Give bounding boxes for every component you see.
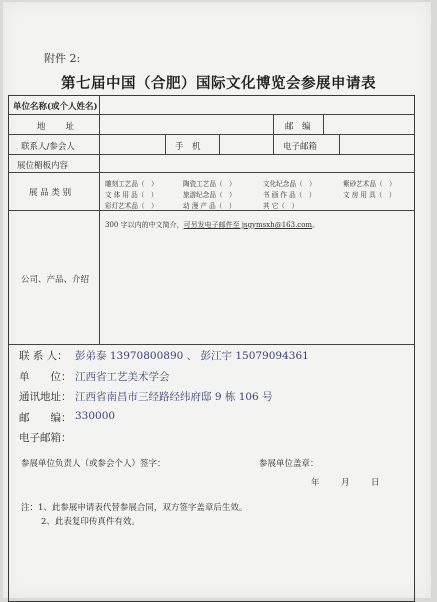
- row-divider: [9, 114, 414, 115]
- intro-hint-end: 。: [312, 221, 320, 229]
- booth-board-label: 展位楣板内容: [17, 161, 69, 171]
- form-title: 第七届中国（合肥）国际文化博览会参展申请表: [61, 75, 376, 92]
- cell-divider: [219, 134, 220, 154]
- category-option[interactable]: 动 漫 产 品（ ）: [183, 202, 236, 210]
- note-1: 注：1、此参展申请表代替参展合同，双方签字盖章后生效。: [21, 503, 248, 513]
- cell-divider: [323, 114, 324, 134]
- category-option[interactable]: 文化纪念品（ ）: [263, 180, 316, 188]
- signer-label: 参展单位负责人（或参会个人）签字：: [21, 459, 166, 469]
- postcode-label: 邮 编: [285, 122, 311, 132]
- postcode-block-label: 邮 编：: [19, 412, 72, 424]
- attachment-label: 附件 2:: [44, 52, 81, 65]
- category-option[interactable]: 紫砂艺术品（ ）: [343, 180, 396, 188]
- note-2: 2、此表复印传真件有效。: [41, 517, 140, 527]
- intro-label: 公司、产品、介绍: [21, 275, 90, 285]
- category-option[interactable]: 旅游纪念品（ ）: [183, 191, 236, 199]
- unit-name-label: 单位名称(或个人姓名): [13, 102, 98, 112]
- category-option[interactable]: 其 它（ ）: [263, 202, 299, 210]
- label-column-divider: [99, 96, 100, 344]
- row-divider: [9, 172, 414, 173]
- mail-address-value: 江西省南昌市三经路经纬府邸 9 栋 106 号: [75, 391, 273, 403]
- application-form: [8, 95, 415, 602]
- unit-value: 江西省工艺美术学会: [75, 371, 170, 383]
- row-divider: [9, 344, 414, 345]
- row-divider: [9, 154, 414, 155]
- category-option[interactable]: 彩灯艺术品（ ）: [105, 202, 158, 210]
- cell-divider: [165, 134, 166, 154]
- category-label: 展 品 类 别: [29, 188, 72, 198]
- cell-divider: [339, 134, 340, 154]
- intro-hint-text: 300 字以内的中文简介，: [105, 221, 184, 229]
- mail-address-label: 通讯地址：: [19, 391, 72, 403]
- address-label: 地 址: [37, 122, 76, 132]
- email-label: 电子邮箱: [283, 142, 318, 152]
- contact-person-label: 联系人/参会人: [21, 142, 75, 152]
- category-option[interactable]: 书 画 作 品（ ）: [263, 191, 316, 199]
- contact-label: 联 系 人：: [19, 350, 68, 362]
- category-option[interactable]: 陶瓷工艺品（ ）: [183, 180, 236, 188]
- contact-value: 彭弟泰 13970800890 、 彭江宇 15079094361: [75, 350, 309, 362]
- cell-divider: [273, 134, 274, 154]
- category-option[interactable]: 雕刻工艺品（ ）: [105, 180, 158, 188]
- date-day: 日: [371, 478, 380, 488]
- row-divider: [9, 210, 414, 211]
- email-block-label: 电子邮箱：: [19, 432, 72, 444]
- intro-hint: [105, 220, 319, 230]
- postcode-value: 330000: [75, 410, 116, 422]
- seal-label: 参展单位盖章：: [259, 459, 319, 469]
- category-option[interactable]: 文 体 用 品（ ）: [105, 191, 158, 199]
- category-option[interactable]: 文 房 用 具（ ）: [343, 191, 396, 199]
- intro-email-link[interactable]: 可另发电子邮件至 jsgymsxh@163.com: [183, 221, 313, 229]
- date-month: 月: [341, 478, 350, 488]
- date-year: 年: [311, 478, 320, 488]
- unit-label: 单 位：: [19, 371, 72, 383]
- mobile-label: 手 机: [175, 142, 201, 152]
- cell-divider: [273, 114, 274, 134]
- row-divider: [9, 134, 414, 135]
